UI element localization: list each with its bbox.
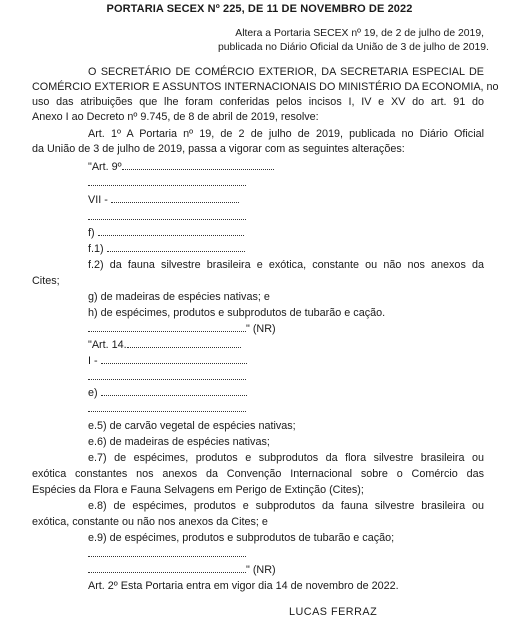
- e6-line: e.6) de madeiras de espécies nativas;: [88, 436, 270, 448]
- ementa: [218, 27, 489, 54]
- nr-line: [88, 563, 276, 577]
- nr-line: [88, 322, 276, 336]
- art9-label: "Art. 9º: [88, 161, 122, 173]
- dotted-line-row: [88, 547, 246, 561]
- e8-line: e.8) de espécimes, produtos e subprodutos da fauna silvestre brasileira ou: [88, 500, 484, 512]
- dotted-line: [101, 354, 247, 364]
- art1-line: da União de 3 de julho de 2019, passa a vigorar com as seguintes alterações:: [32, 143, 405, 155]
- e8-line: exótica, constante ou não nos anexos da Cites; e: [32, 516, 268, 528]
- dotted-line: [111, 193, 239, 203]
- dotted-line-row: [88, 210, 246, 224]
- dotted-line: [88, 547, 246, 557]
- dotted-line: [88, 176, 246, 186]
- dotted-line: [98, 226, 244, 236]
- e7-line: Espécies da Flora e Fauna Selvagens em Perigo de Extinção (Cites);: [32, 484, 364, 496]
- dotted-line-row: [88, 176, 246, 190]
- h-line: h) de espécimes, produtos e subprodutos de tubarão e cação.: [88, 307, 386, 319]
- dotted-line-row: [88, 402, 246, 416]
- ementa-line: Altera a Portaria SECEX nº 19, de 2 de julho de 2019,: [235, 28, 484, 39]
- dotted-line: [122, 160, 274, 170]
- i-line: [88, 354, 247, 368]
- i-label: I -: [88, 355, 98, 367]
- dotted-line: [88, 402, 246, 412]
- e9-line: e.9) de espécimes, produtos e subprodutos de tubarão e cação;: [88, 532, 395, 544]
- g-line: g) de madeiras de espécies nativas; e: [88, 291, 270, 303]
- vii-label: VII -: [88, 194, 108, 206]
- art14-line: [88, 338, 241, 352]
- f2-line: f.2) da fauna silvestre brasileira e exótica, constante ou não nos anexos da: [88, 259, 484, 271]
- art1-line: Art. 1º A Portaria nº 19, de 2 de julho de 2019, publicada no Diário Oficial: [88, 128, 484, 140]
- e-line: [88, 386, 247, 400]
- f-line: [88, 226, 244, 240]
- preamble-line: O SECRETÁRIO DE COMÉRCIO EXTERIOR, DA SECRETARIA ESPECIAL DE: [88, 66, 484, 78]
- art14-label: "Art. 14.: [88, 339, 127, 351]
- e-label: e): [88, 387, 98, 399]
- dotted-line: [88, 210, 246, 220]
- dotted-line: [88, 322, 246, 332]
- ementa-line: publicada no Diário Oficial da União de 3 de julho de 2019.: [218, 41, 489, 53]
- dotted-line: [107, 242, 245, 252]
- nr-label: " (NR): [246, 564, 276, 576]
- dotted-line-row: [88, 370, 246, 384]
- art2-line: Art. 2º Esta Portaria entra em vigor dia 14 de novembro de 2022.: [88, 580, 399, 592]
- nr-label: " (NR): [246, 323, 276, 335]
- e7-line: exótica constantes nos anexos da Convenção Internacional sobre o Comércio das: [32, 468, 484, 480]
- art9-line: [88, 160, 274, 174]
- vii-line: [88, 193, 239, 207]
- dotted-line: [127, 338, 241, 348]
- f-label: f): [88, 227, 95, 239]
- f1-line: [88, 242, 245, 256]
- e7-line: e.7) de espécimes, produtos e subprodutos da flora silvestre brasileira ou: [88, 452, 484, 464]
- f2-line: Cites;: [32, 275, 60, 287]
- f1-label: f.1): [88, 243, 104, 255]
- dotted-line: [101, 386, 247, 396]
- preamble-line: COMÉRCIO EXTERIOR E ASSUNTOS INTERNACIONAIS DO MINISTÉRIO DA ECONOMIA, no: [32, 81, 499, 93]
- preamble-line: Anexo I ao Decreto nº 9.745, de 8 de abril de 2019, resolve:: [32, 111, 319, 123]
- dotted-line: [88, 370, 246, 380]
- e5-line: e.5) de carvão vegetal de espécies nativas;: [88, 420, 296, 432]
- preamble-line: uso das atribuições que lhe foram conferidas pelos incisos I, IV e XV do art. 91 do: [32, 96, 484, 108]
- page-title: PORTARIA SECEX Nº 225, DE 11 DE NOVEMBRO DE 2022: [106, 3, 413, 15]
- signature: LUCAS FERRAZ: [289, 606, 378, 618]
- dotted-line: [88, 563, 246, 573]
